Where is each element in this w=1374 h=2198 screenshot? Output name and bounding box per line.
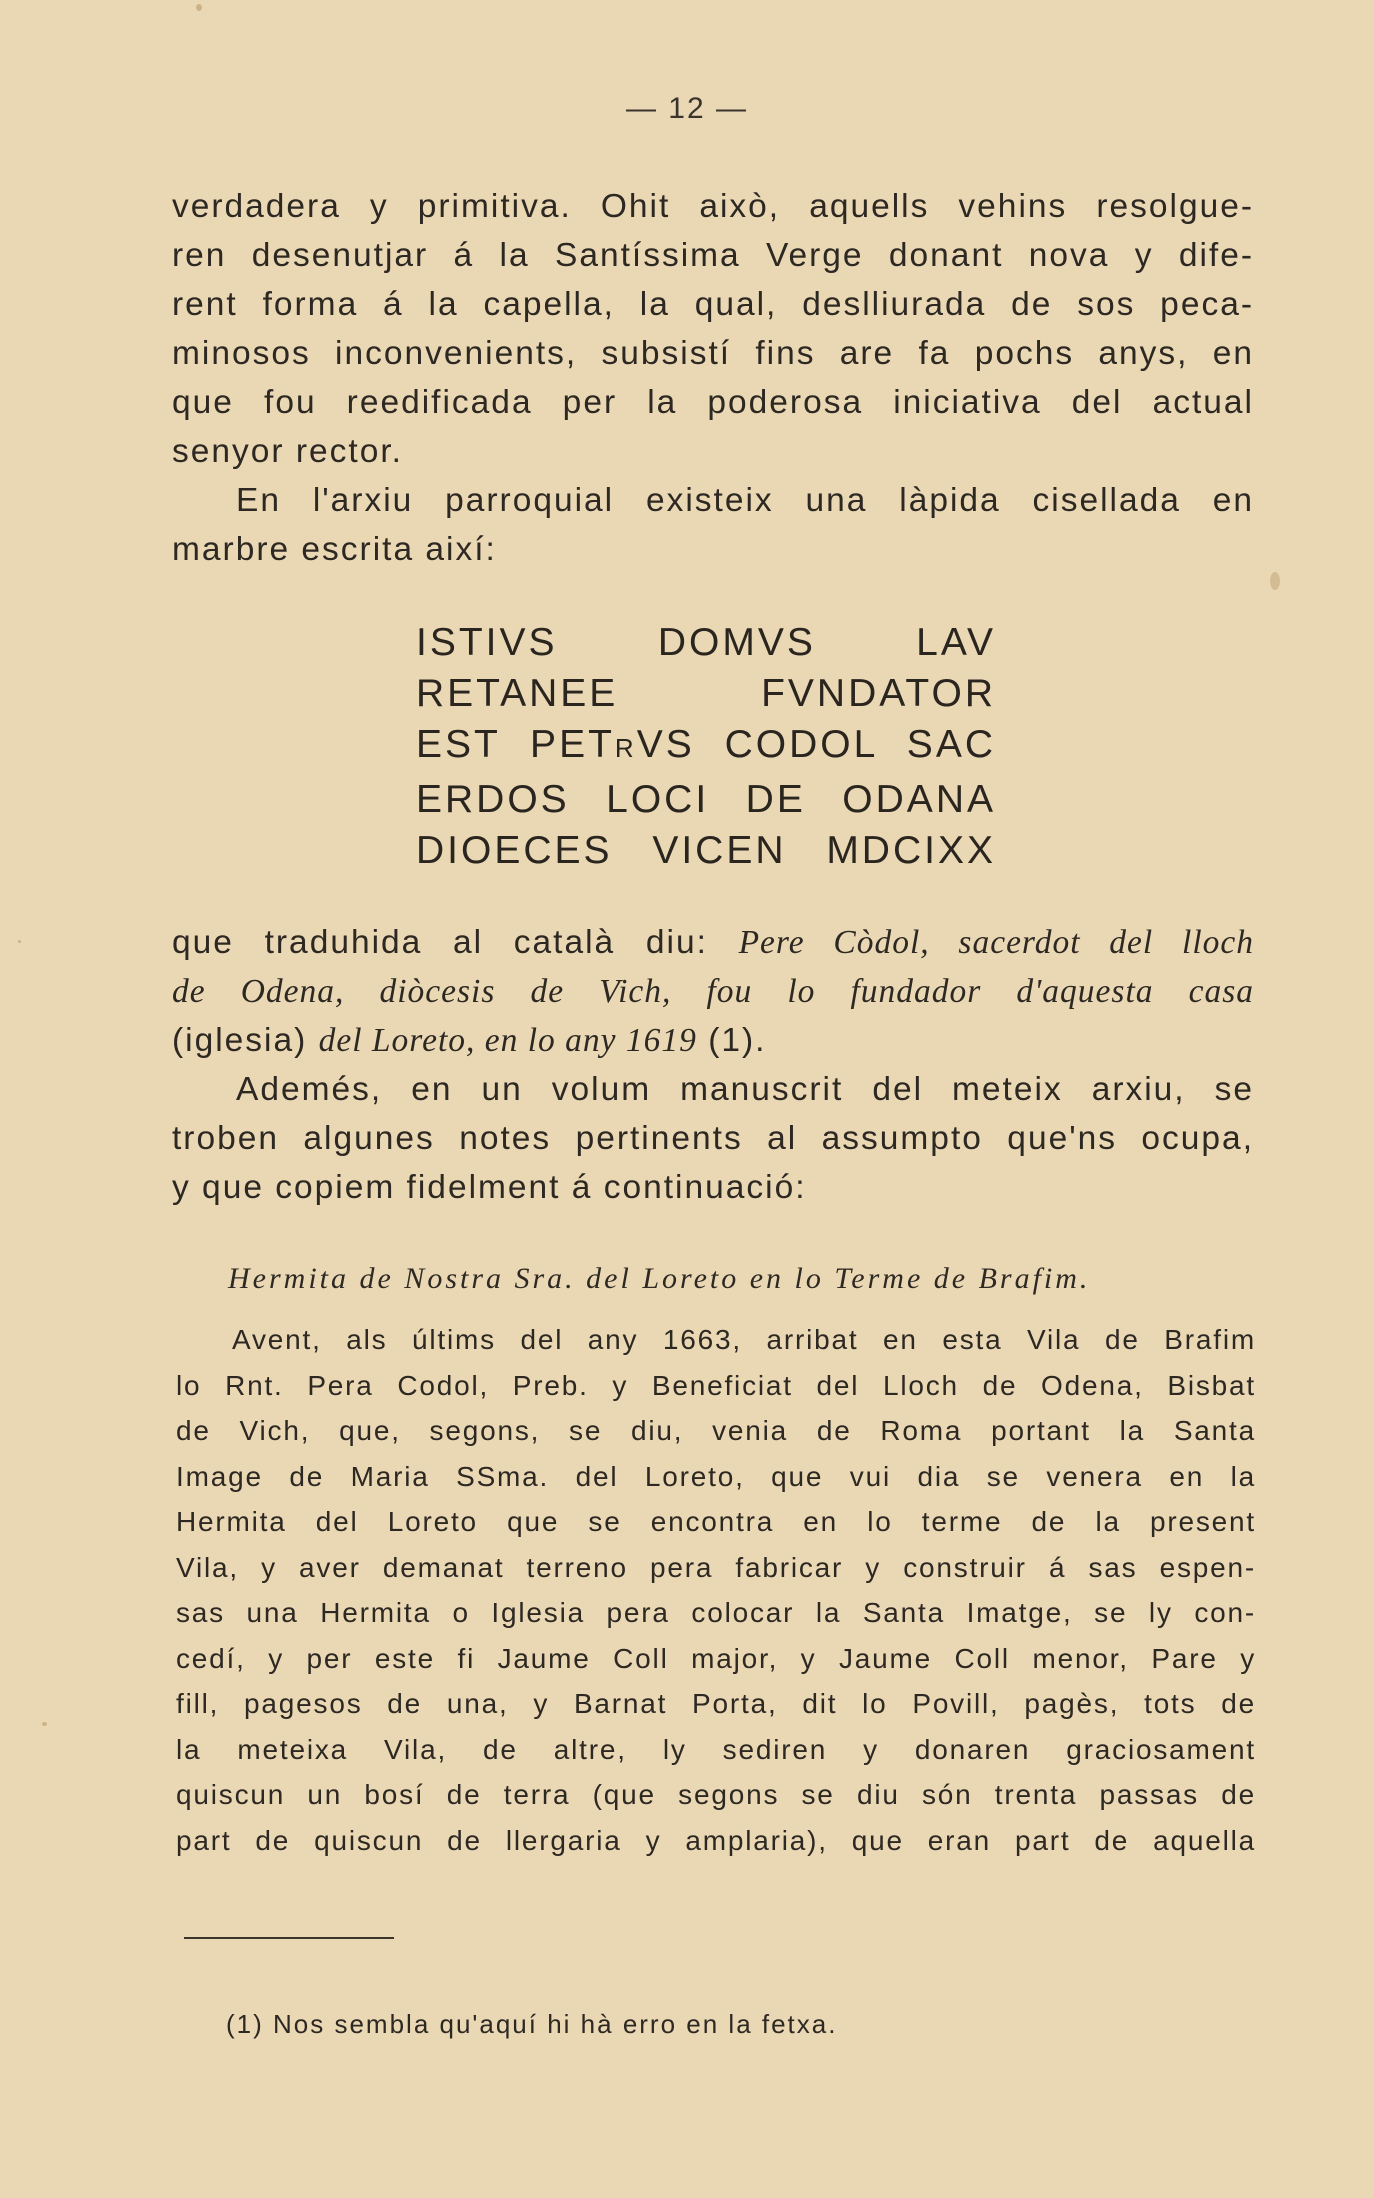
- footnote-ref: (1).: [696, 1022, 767, 1059]
- inscription-small-letter: R: [614, 733, 637, 763]
- inscription-line: [416, 719, 996, 774]
- text-line: y que copiem fidelment á continuació:: [172, 1169, 807, 1206]
- inscription-fragment: VS CODOL SAC: [636, 723, 996, 766]
- paragraph-3: [172, 918, 1254, 1065]
- document-heading: Hermita de Nostra Sra. del Loreto en lo Terme de Brafim.: [228, 1262, 1091, 1295]
- text-line: Ademés, en un volum manuscrit del meteix arxiu, se: [236, 1071, 1254, 1108]
- text-line: marbre escrita així:: [172, 531, 497, 568]
- inscription-fragment: EST PET: [416, 723, 615, 766]
- quote-line: Vila, y aver demanat terreno pera fabricar y construir á sas espen-: [176, 1551, 1256, 1583]
- quote-line: Hermita del Loreto que se encontra en lo terme de la present: [176, 1506, 1256, 1537]
- paragraph-1: [172, 182, 1254, 476]
- inscription-line: RETANEE FVNDATOR: [416, 672, 996, 715]
- quote-line: la meteixa Vila, de altre, ly sediren y donaren graciosament: [176, 1733, 1256, 1765]
- inscription-line: ISTIVS DOMVS LAV: [416, 621, 996, 664]
- quote-line: cedí, y per este fi Jaume Coll major, y Jaume Coll menor, Pare y: [176, 1642, 1256, 1674]
- quote-line: sas una Hermita o Iglesia pera colocar la Santa Imatge, se ly con-: [176, 1597, 1256, 1628]
- text-line: ren desenutjar á la Santíssima Verge donant nova y dife-: [172, 237, 1254, 274]
- quote-line: part de quiscun de llergaria y amplaria), que eran part de aquella: [176, 1824, 1256, 1856]
- quote-line: de Vich, que, segons, se diu, venia de Roma portant la Santa: [176, 1415, 1256, 1446]
- paper-speck: [196, 4, 202, 11]
- quote-line: lo Rnt. Pera Codol, Preb. y Beneficiat del Lloch de Odena, Bisbat: [176, 1369, 1256, 1401]
- text-line: verdadera y primitiva. Ohit això, aquells vehins resolgue-: [172, 188, 1254, 225]
- inscription-line: DIOECES VICEN MDCIXX: [416, 829, 996, 872]
- quote-line: Avent, als últims del any 1663, arribat en esta Vila de Brafim: [232, 1324, 1256, 1355]
- plain-text: que traduhida al català diu:: [172, 924, 739, 961]
- footnote-divider: [184, 1937, 394, 1939]
- italic-translation: del Loreto, en lo any 1619: [318, 1022, 697, 1059]
- quoted-document: [176, 1317, 1256, 1863]
- paragraph-2: [172, 476, 1254, 574]
- inscription-line: ERDOS LOCI DE ODANA: [416, 778, 996, 821]
- plain-text: (iglesia): [172, 1022, 319, 1059]
- paragraph-4: [172, 1065, 1254, 1212]
- text-line: que fou reedificada per la poderosa iniciativa del actual: [172, 384, 1254, 421]
- text-line: rent forma á la capella, la qual, deslliurada de sos peca-: [172, 286, 1254, 323]
- latin-inscription: [416, 617, 996, 876]
- footnote: (1) Nos sembla qu'aquí hi hà erro en la fetxa.: [226, 2009, 838, 2039]
- quote-line: fill, pagesos de una, y Barnat Porta, dit lo Povill, pagès, tots de: [176, 1688, 1256, 1719]
- quote-line: quiscun un bosí de terra (que segons se diu són trenta passas de: [176, 1779, 1256, 1810]
- text-line: minosos inconvenients, subsistí fins are fa pochs anys, en: [172, 335, 1254, 372]
- text-line: [172, 1016, 1254, 1065]
- paper-speck: [1270, 572, 1280, 590]
- italic-translation: Pere Còdol, sacerdot del lloch: [738, 924, 1254, 961]
- text-line: troben algunes notes pertinents al assumpto que'ns ocupa,: [172, 1120, 1254, 1157]
- text-line: En l'arxiu parroquial existeix una làpida cisellada en: [236, 482, 1254, 519]
- paper-speck: [18, 940, 21, 943]
- paper-speck: [42, 1722, 47, 1726]
- page-number: — 12 —: [625, 92, 749, 125]
- text-line: senyor rector.: [172, 433, 403, 470]
- quote-line: Image de Maria SSma. del Loreto, que vui dia se venera en la: [176, 1460, 1256, 1492]
- text-line: [172, 918, 1254, 967]
- italic-translation: de Odena, diòcesis de Vich, fou lo fundador d'aquesta casa: [172, 973, 1254, 1010]
